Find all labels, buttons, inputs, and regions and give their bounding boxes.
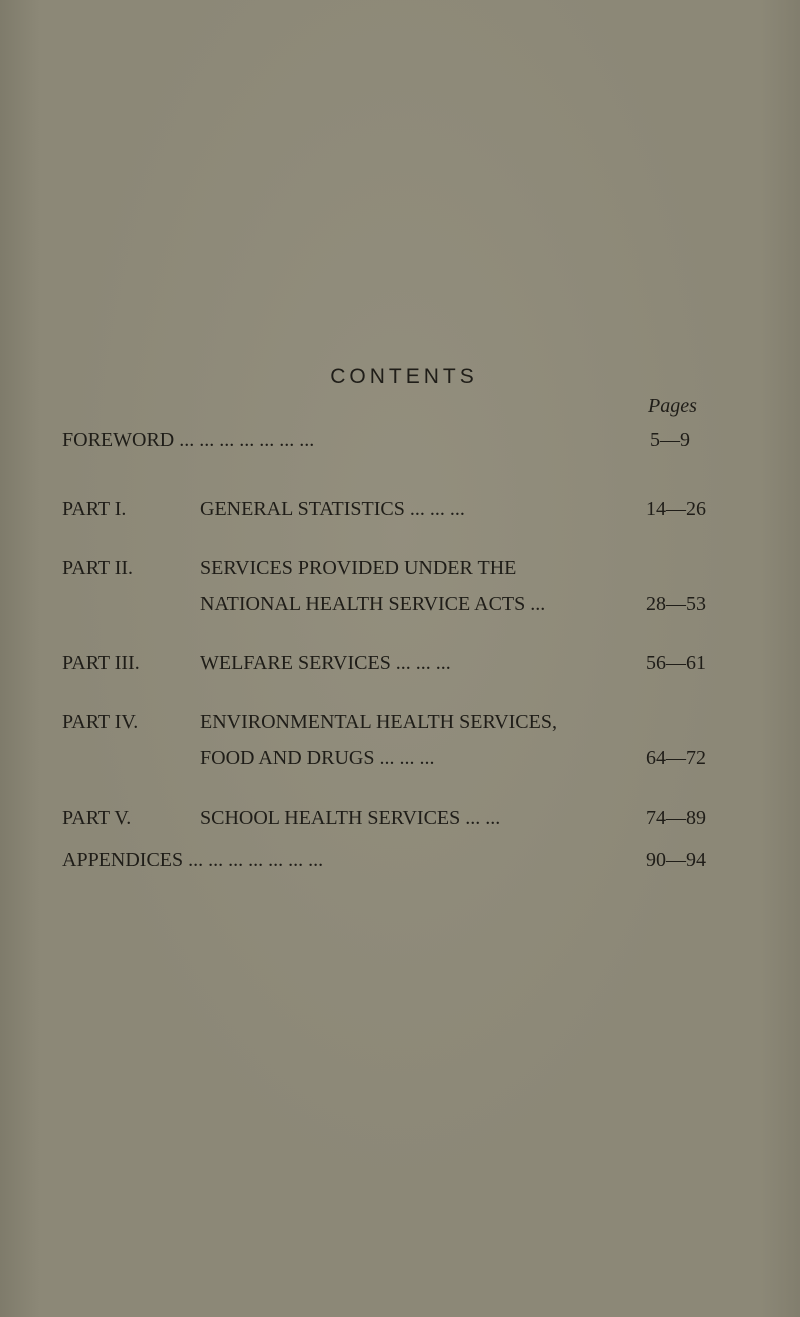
toc-entry-title: WELFARE SERVICES ... ... ... (200, 652, 451, 674)
contents-heading: CONTENTS (330, 365, 478, 388)
toc-entry-title: GENERAL STATISTICS ... ... ... (200, 498, 465, 520)
toc-entry-title: APPENDICES ... ... ... ... ... ... ... (62, 849, 324, 871)
pages-column-header: Pages (648, 395, 697, 417)
toc-entry-pages: 90—94 (646, 849, 706, 871)
toc-entry-part: PART V. (62, 807, 132, 829)
toc-entry-pages: 74—89 (646, 807, 706, 829)
toc-entry-title: ENVIRONMENTAL HEALTH SERVICES, (200, 711, 557, 733)
toc-entry-pages: 64—72 (646, 747, 706, 769)
toc-entry-part: PART III. (62, 652, 140, 674)
toc-entry-title: SCHOOL HEALTH SERVICES ... ... (200, 807, 501, 829)
toc-entry-part: PART IV. (62, 711, 139, 733)
toc-entry-title: FOREWORD ... ... ... ... ... ... ... (62, 429, 315, 451)
toc-entry-pages: 56—61 (646, 652, 706, 674)
toc-entry-title: FOOD AND DRUGS ... ... ... (200, 747, 435, 769)
toc-entry-pages: 5—9 (650, 429, 690, 451)
toc-entry-title: NATIONAL HEALTH SERVICE ACTS ... (200, 593, 546, 615)
toc-entry-part: PART II. (62, 557, 134, 579)
toc-entry-pages: 14—26 (646, 498, 706, 520)
toc-entry-pages: 28—53 (646, 593, 706, 615)
toc-entry-part: PART I. (62, 498, 127, 520)
toc-entry-title: SERVICES PROVIDED UNDER THE (200, 557, 517, 579)
